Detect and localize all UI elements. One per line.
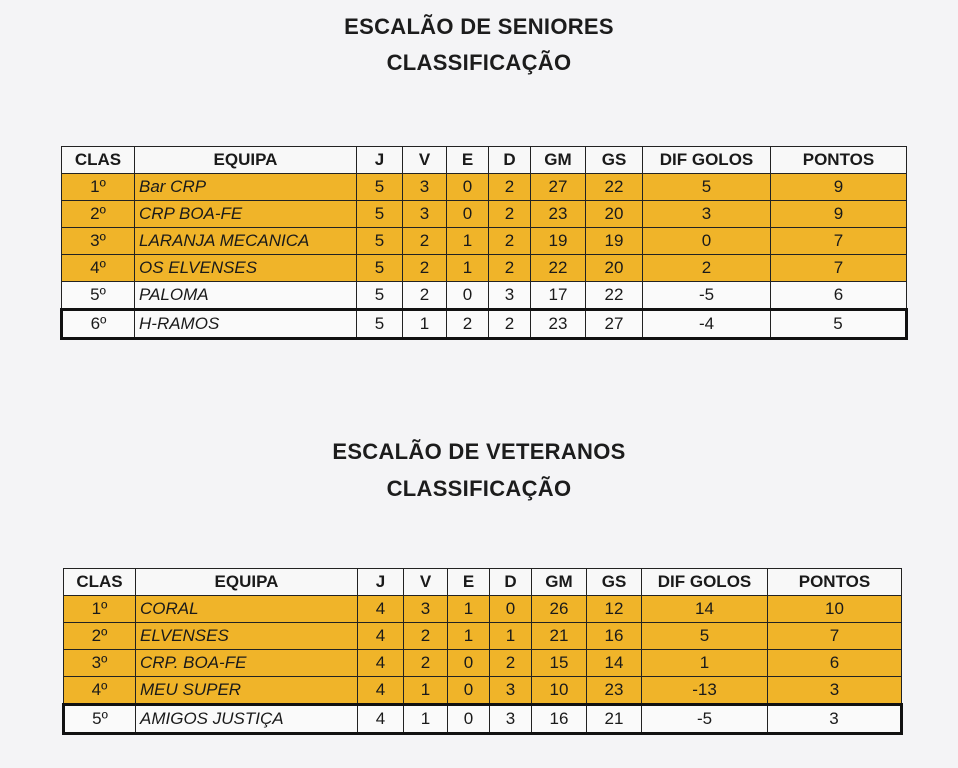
cell-v: 3 [403,201,447,228]
table-row [62,228,907,255]
cell-equipa: ELVENSES [136,623,358,650]
cell-equipa: AMIGOS JUSTIÇA [136,705,358,734]
cell-d: 2 [489,201,531,228]
cell-j: 5 [357,310,403,339]
cell-pontos: 3 [768,705,902,734]
cell-pontos: 9 [771,174,907,201]
cell-v: 2 [404,623,448,650]
cell-pontos: 9 [771,201,907,228]
cell-e: 1 [447,255,489,282]
header-pontos: PONTOS [771,147,907,174]
cell-equipa: LARANJA MECANICA [135,228,357,255]
cell-clas: 1º [62,174,135,201]
cell-gm: 26 [532,596,587,623]
cell-pontos: 10 [768,596,902,623]
cell-gm: 10 [532,677,587,705]
cell-equipa: CRP. BOA-FE [136,650,358,677]
cell-dif-golos: 5 [642,623,768,650]
cell-pontos: 5 [771,310,907,339]
cell-gs: 21 [587,705,642,734]
cell-gs: 19 [586,228,643,255]
header-clas: CLAS [64,569,136,596]
cell-equipa: MEU SUPER [136,677,358,705]
cell-dif-golos: 5 [643,174,771,201]
cell-gm: 15 [532,650,587,677]
cell-dif-golos: 3 [643,201,771,228]
cell-dif-golos: 2 [643,255,771,282]
cell-j: 4 [358,596,404,623]
table-row [64,705,902,734]
cell-dif-golos: -13 [642,677,768,705]
table-row [64,677,902,705]
cell-gm: 23 [531,310,586,339]
cell-gs: 22 [586,174,643,201]
table-row [62,255,907,282]
cell-j: 4 [358,677,404,705]
cell-d: 3 [489,282,531,310]
cell-clas: 4º [64,677,136,705]
cell-v: 2 [403,282,447,310]
table-row [64,596,902,623]
table-row [62,174,907,201]
cell-gs: 16 [587,623,642,650]
header-gm: GM [532,569,587,596]
cell-clas: 3º [62,228,135,255]
cell-equipa: OS ELVENSES [135,255,357,282]
cell-d: 2 [489,310,531,339]
cell-e: 0 [447,201,489,228]
cell-gs: 27 [586,310,643,339]
cell-pontos: 7 [771,228,907,255]
cell-d: 3 [490,705,532,734]
header-gs: GS [587,569,642,596]
header-j: J [358,569,404,596]
cell-d: 2 [489,174,531,201]
cell-equipa: Bar CRP [135,174,357,201]
cell-j: 5 [357,228,403,255]
header-gm: GM [531,147,586,174]
cell-gm: 23 [531,201,586,228]
cell-dif-golos: 0 [643,228,771,255]
table-header-row [64,569,902,596]
header-clas: CLAS [62,147,135,174]
cell-equipa: PALOMA [135,282,357,310]
seniores-standings-table [60,146,908,340]
cell-clas: 6º [62,310,135,339]
cell-equipa: CRP BOA-FE [135,201,357,228]
cell-j: 5 [357,282,403,310]
cell-e: 1 [448,596,490,623]
cell-v: 1 [404,705,448,734]
cell-equipa: CORAL [136,596,358,623]
cell-gs: 22 [586,282,643,310]
cell-gm: 16 [532,705,587,734]
cell-clas: 2º [62,201,135,228]
cell-clas: 1º [64,596,136,623]
cell-gs: 14 [587,650,642,677]
cell-dif-golos: 1 [642,650,768,677]
seniores-subtitle: CLASSIFICAÇÃO [386,50,572,75]
cell-v: 2 [403,255,447,282]
cell-dif-golos: -5 [643,282,771,310]
seniores-title: ESCALÃO DE SENIORES [344,14,614,39]
header-equipa: EQUIPA [135,147,357,174]
cell-dif-golos: -4 [643,310,771,339]
veteranos-subtitle: CLASSIFICAÇÃO [386,476,572,501]
veteranos-title: ESCALÃO DE VETERANOS [332,439,626,464]
cell-v: 3 [404,596,448,623]
table-header-row [62,147,907,174]
cell-clas: 5º [64,705,136,734]
cell-clas: 2º [64,623,136,650]
header-j: J [357,147,403,174]
table-row [62,310,907,339]
cell-gm: 19 [531,228,586,255]
header-v: V [403,147,447,174]
cell-e: 1 [448,623,490,650]
header-d: D [490,569,532,596]
table-row [64,650,902,677]
cell-v: 2 [403,228,447,255]
cell-d: 0 [490,596,532,623]
header-dif-golos: DIF GOLOS [643,147,771,174]
cell-gs: 20 [586,201,643,228]
header-v: V [404,569,448,596]
cell-e: 2 [447,310,489,339]
cell-pontos: 7 [768,623,902,650]
table-row [62,282,907,310]
header-e: E [448,569,490,596]
cell-j: 5 [357,201,403,228]
cell-gm: 22 [531,255,586,282]
cell-d: 1 [490,623,532,650]
cell-pontos: 6 [768,650,902,677]
table-row [64,623,902,650]
cell-j: 4 [358,650,404,677]
cell-e: 0 [448,677,490,705]
header-gs: GS [586,147,643,174]
header-equipa: EQUIPA [136,569,358,596]
cell-gs: 12 [587,596,642,623]
cell-pontos: 3 [768,677,902,705]
cell-j: 5 [357,174,403,201]
cell-dif-golos: 14 [642,596,768,623]
cell-e: 0 [448,705,490,734]
cell-v: 1 [403,310,447,339]
cell-pontos: 6 [771,282,907,310]
cell-pontos: 7 [771,255,907,282]
cell-gm: 27 [531,174,586,201]
cell-j: 4 [358,623,404,650]
cell-d: 2 [490,650,532,677]
header-e: E [447,147,489,174]
cell-equipa: H-RAMOS [135,310,357,339]
cell-gm: 21 [532,623,587,650]
cell-clas: 3º [64,650,136,677]
cell-j: 5 [357,255,403,282]
table-row [62,201,907,228]
cell-d: 3 [490,677,532,705]
header-d: D [489,147,531,174]
cell-v: 1 [404,677,448,705]
cell-dif-golos: -5 [642,705,768,734]
cell-gm: 17 [531,282,586,310]
cell-clas: 5º [62,282,135,310]
cell-e: 0 [447,282,489,310]
header-dif-golos: DIF GOLOS [642,569,768,596]
cell-gs: 23 [587,677,642,705]
cell-e: 1 [447,228,489,255]
veteranos-standings-table [62,568,903,735]
cell-v: 2 [404,650,448,677]
cell-v: 3 [403,174,447,201]
cell-e: 0 [447,174,489,201]
cell-j: 4 [358,705,404,734]
cell-d: 2 [489,228,531,255]
cell-clas: 4º [62,255,135,282]
cell-e: 0 [448,650,490,677]
header-pontos: PONTOS [768,569,902,596]
cell-d: 2 [489,255,531,282]
cell-gs: 20 [586,255,643,282]
